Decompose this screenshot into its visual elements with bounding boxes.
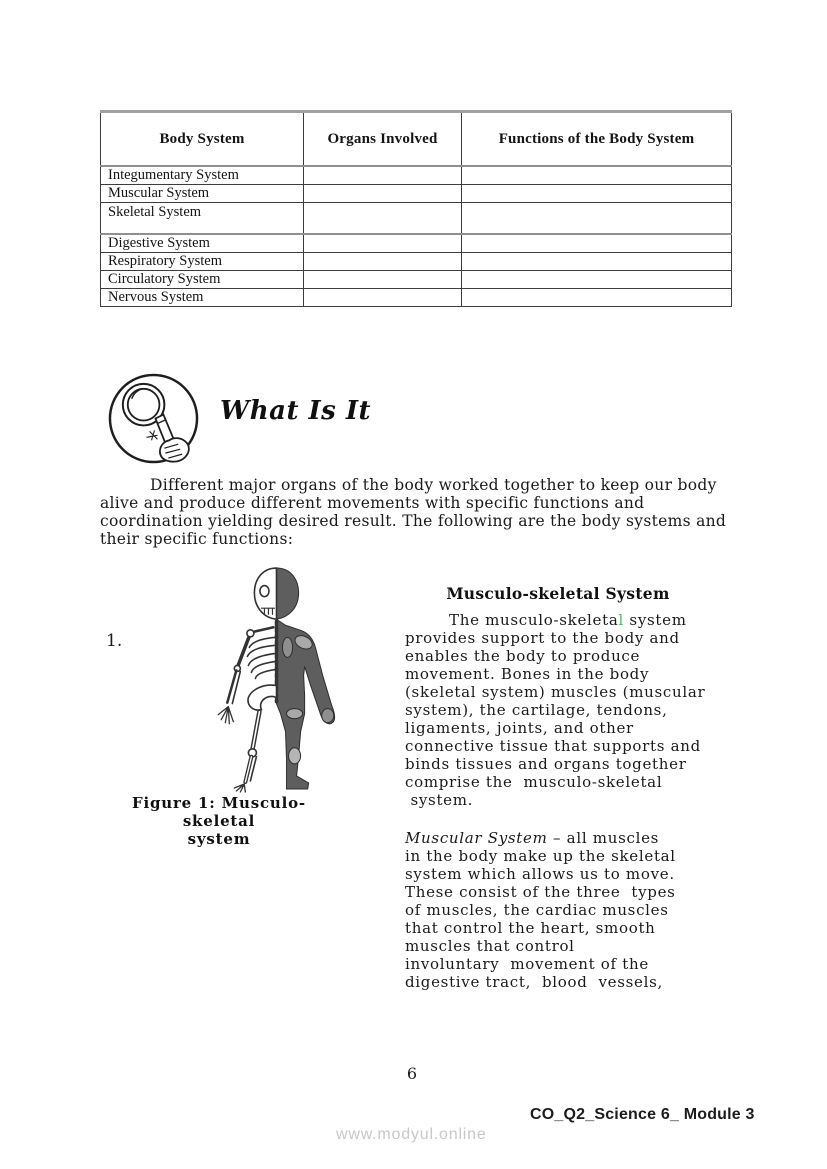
body-system-label: Circulatory System	[101, 271, 304, 289]
body-systems-table	[100, 110, 732, 307]
module-footer: CO_Q2_Science 6_ Module 3	[530, 1106, 755, 1123]
organs-cell-empty	[304, 203, 462, 235]
green-letter: l	[618, 611, 624, 629]
paragraph-line: their specific functions:	[100, 530, 294, 548]
paragraph-line: muscles that control	[405, 937, 575, 955]
intro-paragraph	[100, 476, 755, 548]
watermark: www.modyul.online	[336, 1126, 487, 1143]
table-row	[101, 234, 732, 253]
muscular-system-paragraph	[405, 829, 750, 991]
functions-cell-empty	[462, 234, 732, 253]
functions-cell-empty	[462, 253, 732, 271]
figure-caption-line: Figure 1: Musculo-skeletal	[132, 794, 306, 830]
body-system-label: Integumentary System	[101, 166, 304, 185]
page-number: 6	[406, 1064, 418, 1083]
paragraph-line	[405, 611, 750, 629]
functions-cell-empty	[462, 166, 732, 185]
table-header-row	[101, 112, 732, 167]
musculoskeletal-body-illustration	[201, 563, 352, 794]
functions-cell-empty	[462, 289, 732, 307]
column-header-functions: Functions of the Body System	[462, 112, 732, 167]
table-row	[101, 271, 732, 289]
paragraph-line: These consist of the three types	[405, 883, 676, 901]
paragraph-line: of muscles, the cardiac muscles	[405, 901, 669, 919]
paragraph-line: coordination yielding desired result. The following are the body systems and	[100, 512, 727, 530]
paragraph-line: provides support to the body and	[405, 629, 680, 647]
paragraph-line: involuntary movement of the	[405, 955, 649, 973]
text-run: The musculo-skeleta	[449, 611, 619, 629]
paragraph-line: system), the cartilage, tendons,	[405, 701, 668, 719]
table-row	[101, 185, 732, 203]
paragraph-line: comprise the musculo-skeletal	[405, 773, 663, 791]
paragraph-line: connective tissue that supports and	[405, 737, 701, 755]
functions-cell-empty	[462, 271, 732, 289]
list-number: 1.	[106, 631, 123, 651]
figure-caption	[98, 794, 340, 848]
section-title: What Is It	[220, 396, 372, 426]
functions-cell-empty	[462, 203, 732, 235]
paragraph-line	[405, 829, 750, 847]
paragraph-line: binds tissues and organs together	[405, 755, 687, 773]
paragraph-line: system which allows us to move.	[405, 865, 675, 883]
organs-cell-empty	[304, 166, 462, 185]
table-row	[101, 203, 732, 235]
organs-cell-empty	[304, 185, 462, 203]
paragraph-line: (skeletal system) muscles (muscular	[405, 683, 706, 701]
organs-cell-empty	[304, 271, 462, 289]
paragraph-line: ligaments, joints, and other	[405, 719, 634, 737]
paragraph-line: movement. Bones in the body	[405, 665, 650, 683]
paragraph-line: that control the heart, smooth	[405, 919, 656, 937]
functions-cell-empty	[462, 185, 732, 203]
italic-lead: Muscular System	[405, 829, 548, 847]
organs-cell-empty	[304, 253, 462, 271]
table-row	[101, 166, 732, 185]
body-system-label: Skeletal System	[101, 203, 304, 235]
paragraph-line: Different major organs of the body worked together to keep our body	[150, 476, 717, 494]
paragraph-line: digestive tract, blood vessels,	[405, 973, 663, 991]
text-run: – all muscles	[547, 829, 660, 847]
paragraph-line: enables the body to produce	[405, 647, 641, 665]
body-system-label: Respiratory System	[101, 253, 304, 271]
musculoskeletal-paragraph	[405, 611, 750, 809]
body-system-label: Muscular System	[101, 185, 304, 203]
paragraph-line: system.	[405, 791, 474, 809]
figure-caption-line: system	[187, 830, 251, 848]
musculoskeletal-heading: Musculo-skeletal System	[446, 584, 670, 603]
paragraph-line: in the body make up the skeletal	[405, 847, 676, 865]
text-run: system	[623, 611, 687, 629]
organs-cell-empty	[304, 289, 462, 307]
table-row	[101, 253, 732, 271]
column-header-organs-involved: Organs Involved	[304, 112, 462, 167]
table-row	[101, 289, 732, 307]
column-header-body-system: Body System	[101, 112, 304, 167]
paragraph-line: alive and produce different movements with specific functions and	[100, 494, 645, 512]
body-system-label: Nervous System	[101, 289, 304, 307]
body-system-label: Digestive System	[101, 234, 304, 253]
organs-cell-empty	[304, 234, 462, 253]
magnifying-glass-icon	[106, 371, 201, 466]
